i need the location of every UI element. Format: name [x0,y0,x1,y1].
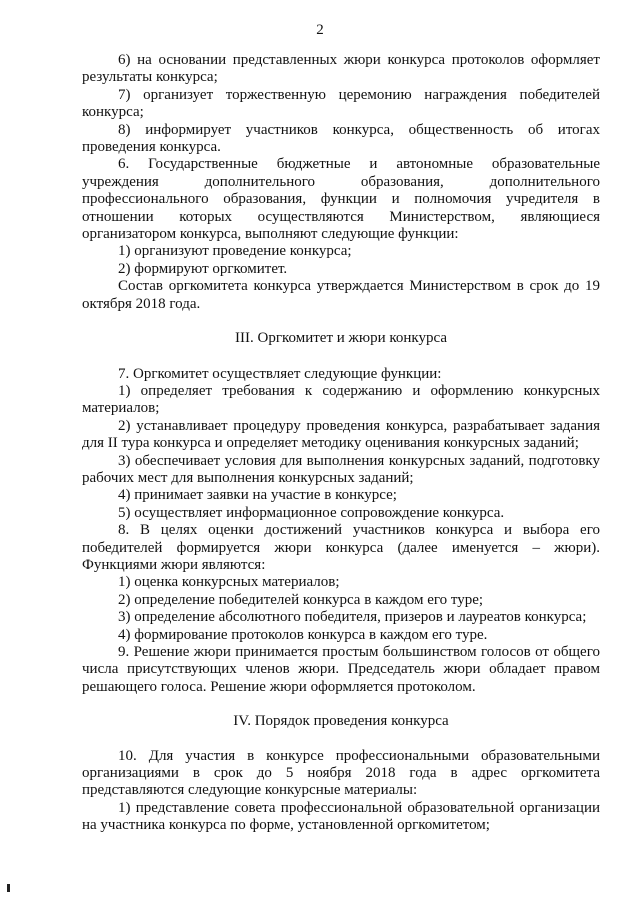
paragraph: 2) определение победителей конкурса в каждом его туре; [118,591,484,608]
paragraph: 6. Государственные бюджетные и автономные образовательные учреждения дополнительного образования, дополнительного профессионального образования, функции и полномочия учредителя в отношении которых осуществляются Министерством, являющиеся организатором конкурса, выполняют следующие функции: [82,156,600,243]
section-heading: IV. Порядок проведения конкурса [233,713,449,730]
paragraph: 2) формируют оргкомитет. [118,260,288,277]
paragraph: 8. В целях оценки достижений участников конкурса и выбора его победителей формируется жюри конкурса (далее именуется – жюри). Функциями жюри являются: [82,522,600,573]
paragraph: 3) обеспечивает условия для выполнения конкурсных заданий, подготовку рабочих мест для выполнения конкурсных заданий; [82,452,600,486]
paragraph: Состав оргкомитета конкурса утверждается Министерством в срок до 19 октября 2018 года. [82,278,600,312]
scan-mark [7,884,10,892]
document-body [82,52,600,835]
paragraph: 10. Для участия в конкурсе профессиональными образовательными организациями в срок до 5 ноября 2018 года в адрес оргкомитета представляются следующие конкурсные материалы: [82,747,600,799]
paragraph: 1) определяет требования к содержанию и оформлению конкурсных материалов; [82,382,600,417]
paragraph: 1) организуют проведение конкурса; [118,243,352,260]
paragraph: 2) устанавливает процедуру проведения конкурса, разрабатывает задания для II тура конкурса и определяет методику оценивания конкурсных заданий; [82,417,600,452]
paragraph: 1) представление совета профессиональной образовательной организации на участника конкурса по форме, установленной оргкомитетом; [82,799,600,834]
paragraph: 7. Оргкомитет осуществляет следующие функции: [118,365,442,382]
paragraph: 8) информирует участников конкурса, общественность об итогах проведения конкурса. [82,121,600,156]
paragraph: 1) оценка конкурсных материалов; [118,574,340,591]
paragraph: 4) принимает заявки на участие в конкурсе; [118,487,397,504]
paragraph: 4) формирование протоколов конкурса в каждом его туре. [118,626,488,643]
section-heading: III. Оргкомитет и жюри конкурса [235,330,447,347]
paragraph: 7) организует торжественную церемонию награждения победителей конкурса; [82,86,600,121]
page-number: 2 [316,22,324,38]
paragraph: 6) на основании представленных жюри конкурса протоколов оформляет результаты конкурса; [82,52,600,86]
paragraph: 3) определение абсолютного победителя, призеров и лауреатов конкурса; [118,609,587,626]
paragraph: 5) осуществляет информационное сопровождение конкурса. [118,504,505,521]
paragraph: 9. Решение жюри принимается простым большинством голосов от общего числа присутствующих членов жюри. Председатель жюри обладает правом решающего голоса. Решение жюри оформляется протоколом. [82,644,600,695]
